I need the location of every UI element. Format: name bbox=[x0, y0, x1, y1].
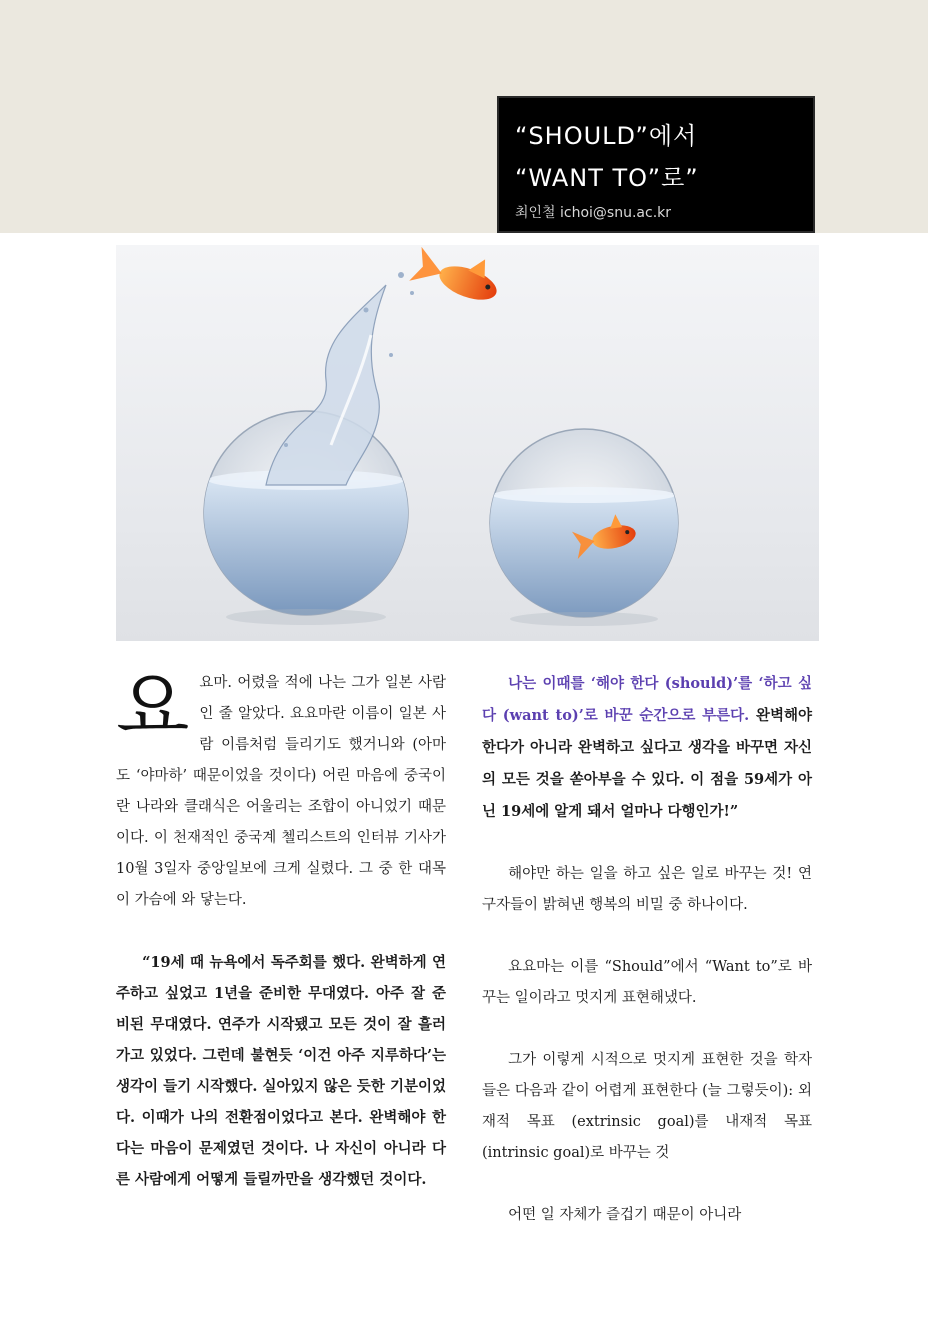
goldfish-jumping-icon bbox=[116, 245, 819, 641]
title-line-1: “SHOULD”에서 bbox=[515, 122, 698, 150]
intro-text: 요마. 어렸을 적에 나는 그가 일본 사람인 줄 알았다. 요요마란 이름이 일본 사람 이름처럼 들리기도 했거니와 (아마도 ‘야마하’ 때문이었을 것이다) 어린 마음에 중국이란 나라와 클래식은 어울리는 조합이 아니었기 때문이다. 이 천재적인 중국계 첼리스트의 인터뷰 기사가 10월 3일자 중앙일보에 크게 실렸다. 그 중 한 대목이 가슴에 와 닿는다. bbox=[116, 675, 446, 908]
article-right-column bbox=[482, 668, 812, 1262]
highlight-text: 나는 이때를 ‘해야 한다 (should)’를 ‘하고 싶다 (want to)’로 바꾼 순간으로 부른다. bbox=[482, 675, 812, 724]
title-box bbox=[497, 96, 815, 233]
author-byline: 최인철 ichoi@snu.ac.kr bbox=[515, 205, 672, 221]
quote-rest: 완벽해야 한다가 아니라 완벽하고 싶다고 생각을 바꾸면 자신의 모든 것을 쏟아부을 수 있다. 이 점을 59세가 아닌 19세에 알게 돼서 얼마나 다행인가!” bbox=[482, 707, 812, 820]
hero-image bbox=[116, 245, 819, 641]
article-left-column bbox=[116, 662, 446, 1226]
quote-paragraph: “19세 때 뉴욕에서 독주회를 했다. 완벽하게 연주하고 싶었고 1년을 준비한 무대였다. 아주 잘 준비된 무대였다. 연주가 시작됐고 모든 것이 잘 흘러가고 있었다. 그런데 불현듯 ‘이건 아주 지루하다’는 생각이 들기 시작했다. 실아있지 않은 듯한 기분이었다. 이때가 나의 전환점이었다고 본다. 완벽해야 한다는 마음이 문제였던 것이다. 나 자신이 아니라 다른 사람에게 어떻게 들릴까만을 생각했던 것이다. bbox=[116, 954, 446, 1188]
paragraph-secret: 해야만 하는 일을 하고 싶은 일로 바꾸는 것! 연구자들이 밝혀낸 행복의 비밀 중 하나이다. bbox=[482, 866, 812, 913]
drop-cap: 요 bbox=[116, 662, 190, 751]
title-line-2: “WANT TO”로” bbox=[515, 164, 699, 192]
paragraph-yoyoma: 요요마는 이를 “Should”에서 “Want to”로 바꾸는 일이라고 멋지게 표현해냈다. bbox=[482, 959, 812, 1006]
quote-continuation bbox=[482, 668, 812, 828]
paragraph-continued: 어떤 일 자체가 즐겁기 때문이 아니라 bbox=[508, 1207, 742, 1223]
intro-paragraph bbox=[116, 662, 446, 916]
paragraph-scholars: 그가 이렇게 시적으로 멋지게 표현한 것을 학자들은 다음과 같이 어렵게 표현한다 (늘 그렇듯이): 외재적 목표 (extrinsic goal)를 내재적 목표 (intrinsic goal)로 바꾸는 것 bbox=[482, 1052, 812, 1161]
